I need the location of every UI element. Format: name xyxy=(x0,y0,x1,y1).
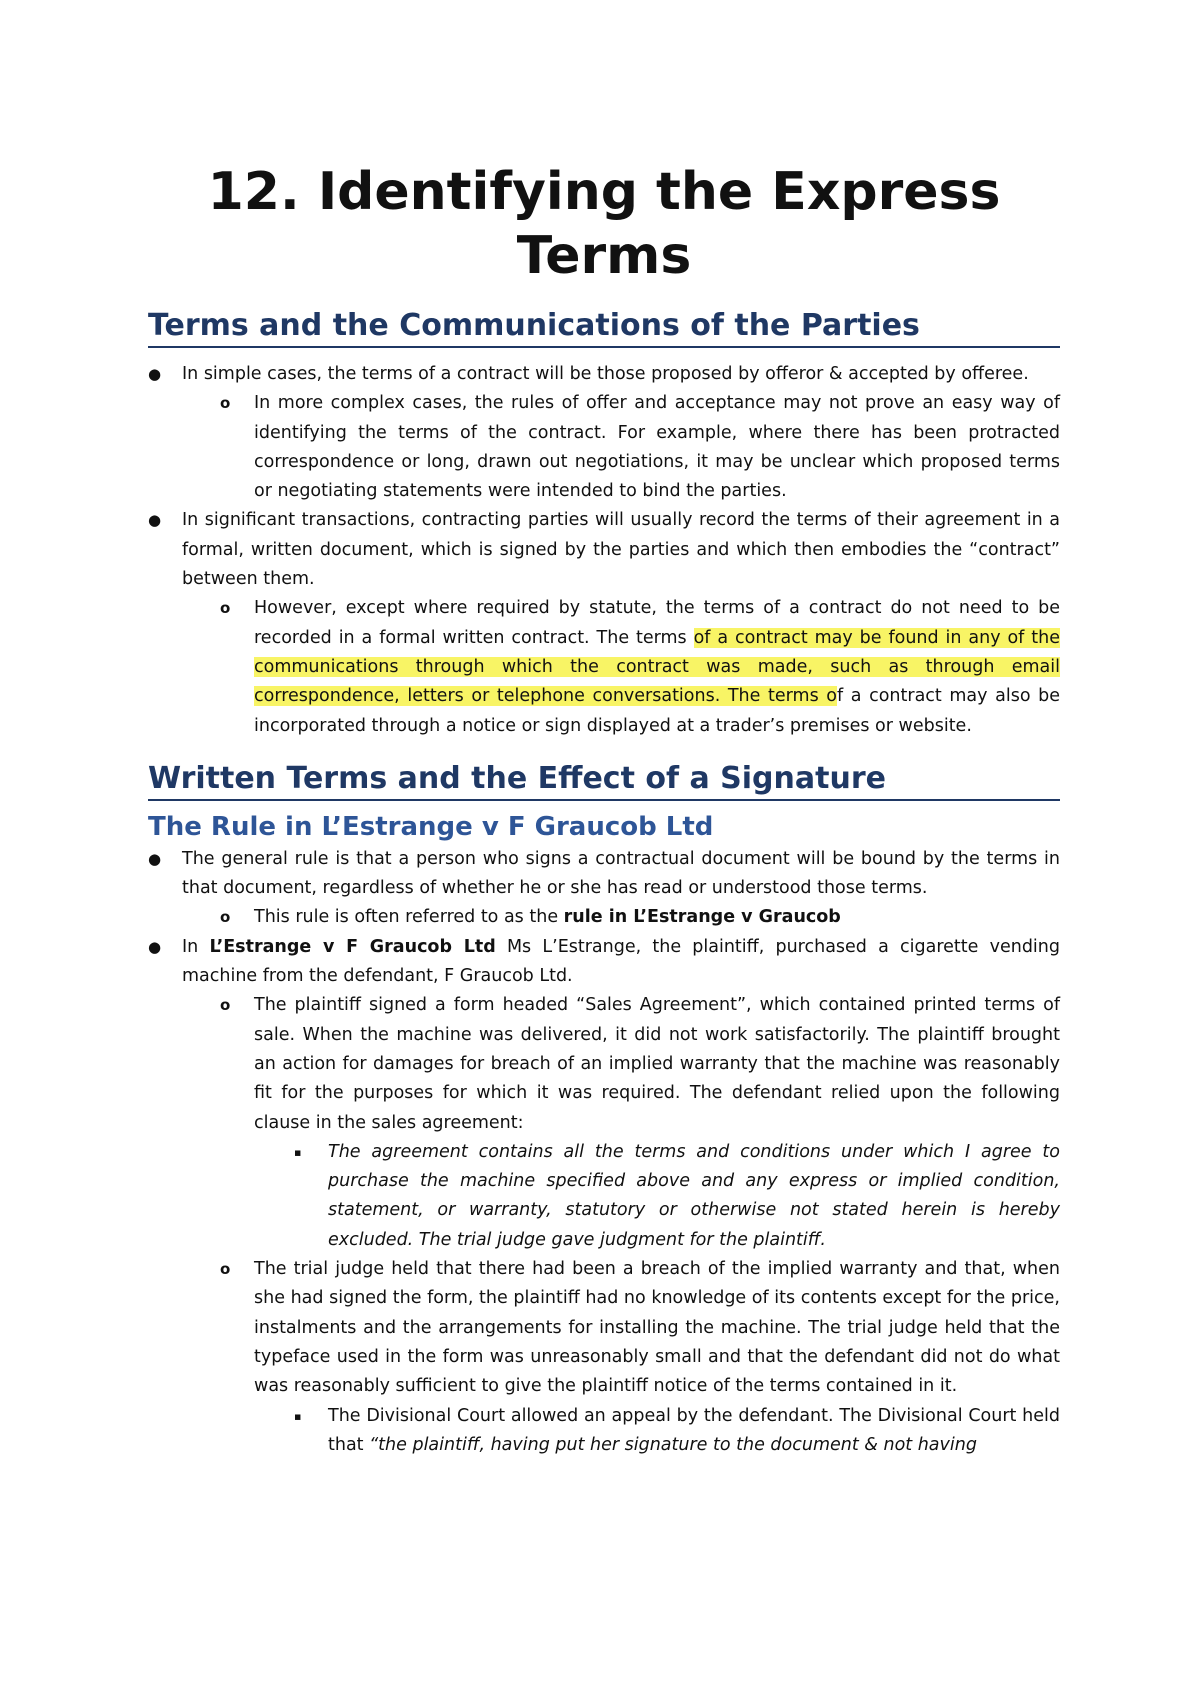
list-item xyxy=(148,506,1060,594)
section-heading-written-terms: Written Terms and the Effect of a Signature xyxy=(148,759,1060,801)
page-title: 12. Identifying the Express Terms xyxy=(207,162,1001,286)
list-item-text: This rule is often referred to as the xyxy=(254,907,564,928)
list-item-text: The plaintiff signed a form headed “Sales Agreement”, which contained printed terms of sale. When the machine was delivered, it did not work satisfactorily. The plaintiff brought an action for damages for breach of an implied warranty that the machine was reasonably fit for the purposes for which it was required. The defendant relied upon the following clause in the sales agreement: xyxy=(254,995,1060,1133)
case-name: L’Estrange v F Graucob Ltd xyxy=(209,936,496,957)
list-item-text: The trial judge held that there had been a breach of the implied warranty and that, when she had signed the form, the plaintiff had no knowledge of its contents except for the price, instalments and the arrangements for installing the machine. The trial judge held that the typeface used in the form was unreasonably small and that the defendant did not do what was reasonably sufficient to give the plaintiff notice of the terms contained in it. xyxy=(254,1259,1060,1397)
sub-bullet-marker: o xyxy=(220,1260,231,1279)
list-item xyxy=(148,845,1060,904)
list-item-text: The Divisional Court allowed an appeal by the defendant. The Divisional Court held that xyxy=(328,1405,1060,1455)
list-item-text: However, except where required by statute, the terms of a contract do not need to be recorded in a formal written contract. The terms xyxy=(254,598,1060,648)
list-item-text: In more complex cases, the rules of offer and acceptance may not prove an easy way of identifying the terms of the contract. For example, where there has been protracted correspondence or long, drawn out negotiations, it may be unclear which proposed terms or negotiating statements were intended to bind the parties. xyxy=(254,393,1060,502)
list-item-text: f a contract may also be incorporated through a notice or sign displayed at a trader’s premises or website. xyxy=(254,686,1060,736)
list-item xyxy=(148,991,1060,1137)
sub-bullet-marker: o xyxy=(220,599,231,618)
sub-bullet-marker: o xyxy=(220,394,231,413)
square-bullet-marker: ▪ xyxy=(294,1145,302,1159)
list-item xyxy=(148,1138,1060,1255)
list-item xyxy=(148,594,1060,740)
bullet-marker: ● xyxy=(148,937,162,956)
bullet-marker: ● xyxy=(148,849,162,868)
document-content xyxy=(148,160,1060,1460)
sub-bullet-marker: o xyxy=(220,996,231,1015)
quoted-text: “the plaintiff, having put her signature to the document & not having xyxy=(369,1434,977,1455)
square-bullet-marker: ▪ xyxy=(294,1409,302,1423)
quoted-clause: The agreement contains all the terms and conditions under which I agree to purchase the machine specified above and any express or implied condition, statement, or warranty, statutory or otherwise not stated herein is hereby excluded. The trial judge gave judgment for the plaintiff. xyxy=(328,1141,1060,1250)
bullet-marker: ● xyxy=(148,365,162,383)
bullet-marker: ● xyxy=(148,511,162,530)
list-item xyxy=(148,1402,1060,1461)
list-item xyxy=(148,903,1060,932)
subsection-heading-lestrange: The Rule in L’Estrange v F Graucob Ltd xyxy=(148,811,714,842)
list-item-text: In xyxy=(182,936,210,957)
list-item-text: Ms L’Estrange, the plaintiff, purchased a cigarette vending machine from the defendant, F Graucob Ltd. xyxy=(182,936,1060,987)
list-item xyxy=(148,933,1060,992)
list-item xyxy=(148,360,1060,389)
list-item-text: In simple cases, the terms of a contract will be those proposed by offeror & accepted by offeree. xyxy=(182,364,1029,384)
section-heading-communications: Terms and the Communications of the Parties xyxy=(148,306,1060,348)
bold-text: rule in L’Estrange v Graucob xyxy=(563,907,841,928)
list-item xyxy=(148,389,1060,506)
list-item-text: In significant transactions, contracting parties will usually record the terms of their agreement in a formal, written document, which is signed by the parties and which then embodies the “contract” between them. xyxy=(182,510,1060,590)
list-item-text: The general rule is that a person who signs a contractual document will be bound by the terms in that document, regardless of whether he or she has read or understood those terms. xyxy=(182,848,1060,899)
list-item xyxy=(148,1255,1060,1401)
sub-bullet-marker: o xyxy=(220,908,231,927)
highlighted-text: of a contract may be found in any of the communications through which the contract was made, such as through email correspondence, letters or telephone conversations. The terms o xyxy=(254,627,1060,707)
